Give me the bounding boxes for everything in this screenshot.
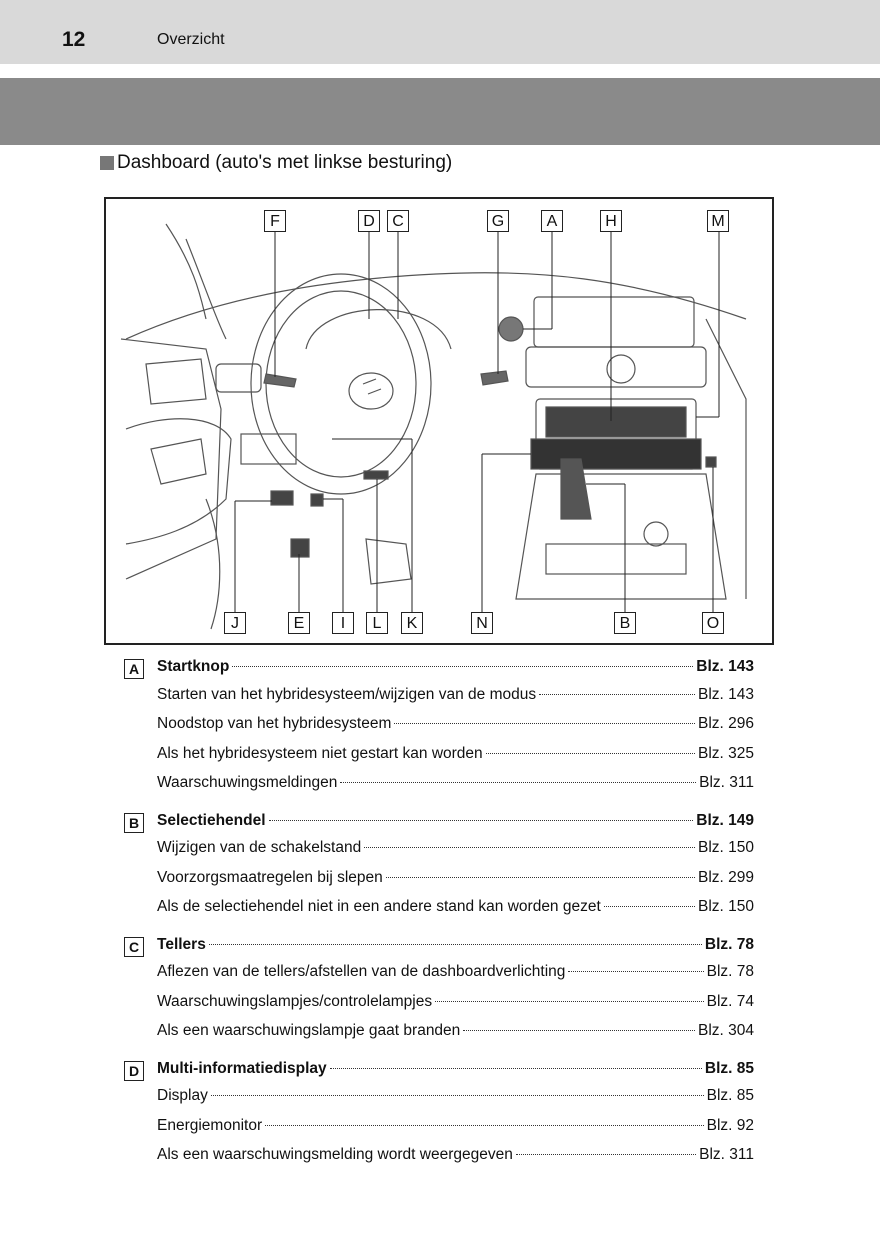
- toc-entry[interactable]: [124, 656, 754, 686]
- page-ref: Blz. 150: [697, 839, 754, 856]
- leader-dots: [211, 1095, 704, 1096]
- toc-subentry[interactable]: [124, 963, 754, 993]
- toc-subentry[interactable]: [124, 774, 754, 804]
- toc-entry[interactable]: [124, 810, 754, 840]
- toc-group-c: [124, 934, 754, 1052]
- leader-dots: [463, 1030, 695, 1031]
- page-ref: Blz. 78: [706, 963, 754, 980]
- toc-entry[interactable]: [124, 1058, 754, 1088]
- leader-dots: [435, 1001, 704, 1002]
- toc-subentry[interactable]: [124, 869, 754, 899]
- page-ref: Blz. 311: [699, 774, 754, 791]
- page-ref: Blz. 311: [699, 1146, 754, 1163]
- page-ref: Blz. 74: [706, 992, 754, 1010]
- callout-c: C: [387, 210, 409, 232]
- toc-sub-label: Als het hybridesysteem niet gestart kan worden: [157, 744, 483, 762]
- toc-sub-label: Als een waarschuwingsmelding wordt weergegeven: [157, 1146, 513, 1163]
- toc-title: Tellers: [157, 935, 206, 953]
- header-bar: [0, 0, 880, 64]
- leader-dots: [568, 971, 703, 972]
- callout-d: D: [358, 210, 380, 232]
- page-ref: Blz. 150: [697, 898, 754, 915]
- toc-subentry[interactable]: [124, 686, 754, 716]
- toc-title: Startknop: [157, 658, 230, 675]
- page-ref: Blz. 92: [706, 1116, 754, 1134]
- callout-o: O: [702, 612, 724, 634]
- callout-k: K: [401, 612, 423, 634]
- page-ref: Blz. 78: [704, 935, 754, 953]
- leader-dots: [340, 782, 696, 783]
- toc-sub-label: Voorzorgsmaatregelen bij slepen: [157, 868, 383, 886]
- toc-subentry[interactable]: [124, 898, 754, 928]
- section-heading: [100, 152, 452, 174]
- leader-dots: [209, 944, 702, 945]
- item-letter: B: [124, 813, 144, 833]
- callout-n: N: [471, 612, 493, 634]
- page-ref: Blz. 143: [697, 685, 754, 703]
- item-letter: A: [124, 659, 144, 679]
- item-letter: C: [124, 937, 144, 957]
- page-ref: Blz. 325: [697, 744, 754, 762]
- page-ref: Blz. 304: [697, 1022, 754, 1039]
- dashboard-drawing: [106, 199, 774, 645]
- leader-dots: [539, 694, 695, 695]
- leader-dots: [330, 1068, 702, 1069]
- callout-m: M: [707, 210, 729, 232]
- toc-subentry[interactable]: [124, 839, 754, 869]
- callout-l: L: [366, 612, 388, 634]
- callout-e: E: [288, 612, 310, 634]
- leader-dots: [394, 723, 695, 724]
- toc-group-a: [124, 656, 754, 804]
- toc-subentry[interactable]: [124, 1146, 754, 1176]
- toc-entry[interactable]: [124, 934, 754, 964]
- toc-sub-label: Energiemonitor: [157, 1116, 263, 1134]
- callout-f: F: [264, 210, 286, 232]
- callout-g: G: [487, 210, 509, 232]
- toc-subentry[interactable]: [124, 993, 754, 1023]
- toc-group-b: [124, 810, 754, 928]
- toc-sub-label: Als de selectiehendel niet in een andere stand kan worden gezet: [157, 898, 601, 915]
- toc-sub-label: Aflezen van de tellers/afstellen van de dashboardverlichting: [157, 963, 566, 980]
- toc-sub-label: Starten van het hybridesysteem/wijzigen van de modus: [157, 685, 537, 703]
- leader-dots: [516, 1154, 696, 1155]
- toc-subentry[interactable]: [124, 745, 754, 775]
- page-ref: Blz. 296: [697, 715, 754, 732]
- callout-a: A: [541, 210, 563, 232]
- toc-group-d: [124, 1058, 754, 1176]
- section-banner: [0, 78, 880, 145]
- callout-b: B: [614, 612, 636, 634]
- page-ref: Blz. 143: [696, 658, 754, 675]
- dashboard-illustration: [104, 197, 774, 645]
- square-bullet-icon: [100, 156, 114, 170]
- leader-dots: [269, 820, 694, 821]
- page-ref: Blz. 85: [706, 1087, 754, 1104]
- callout-j: J: [224, 612, 246, 634]
- callout-h: H: [600, 210, 622, 232]
- toc-sub-label: Waarschuwingslampjes/controlelampjes: [157, 992, 433, 1010]
- toc-sub-label: Wijzigen van de schakelstand: [157, 839, 362, 856]
- item-letter: D: [124, 1061, 144, 1081]
- leader-dots: [364, 847, 695, 848]
- toc-list: [124, 656, 754, 1182]
- leader-dots: [265, 1125, 704, 1126]
- section-title: Dashboard (auto's met linkse besturing): [117, 152, 453, 173]
- leader-dots: [232, 666, 693, 667]
- page-ref: Blz. 299: [697, 868, 754, 886]
- leader-dots: [486, 753, 695, 754]
- toc-sub-label: Noodstop van het hybridesysteem: [157, 715, 392, 732]
- chapter-title: Overzicht: [157, 31, 225, 48]
- toc-subentry[interactable]: [124, 1087, 754, 1117]
- leader-dots: [386, 877, 695, 878]
- page-ref: Blz. 149: [696, 811, 754, 829]
- callout-i: I: [332, 612, 354, 634]
- page-ref: Blz. 85: [704, 1059, 754, 1077]
- page-number: 12: [62, 28, 86, 51]
- toc-subentry[interactable]: [124, 1117, 754, 1147]
- toc-title: Multi-informatiedisplay: [157, 1059, 327, 1077]
- toc-title: Selectiehendel: [157, 811, 266, 829]
- toc-subentry[interactable]: [124, 715, 754, 745]
- toc-sub-label: Als een waarschuwingslampje gaat branden: [157, 1022, 461, 1039]
- leader-dots: [604, 906, 695, 907]
- toc-sub-label: Waarschuwingsmeldingen: [157, 774, 338, 791]
- toc-sub-label: Display: [157, 1087, 208, 1104]
- toc-subentry[interactable]: [124, 1022, 754, 1052]
